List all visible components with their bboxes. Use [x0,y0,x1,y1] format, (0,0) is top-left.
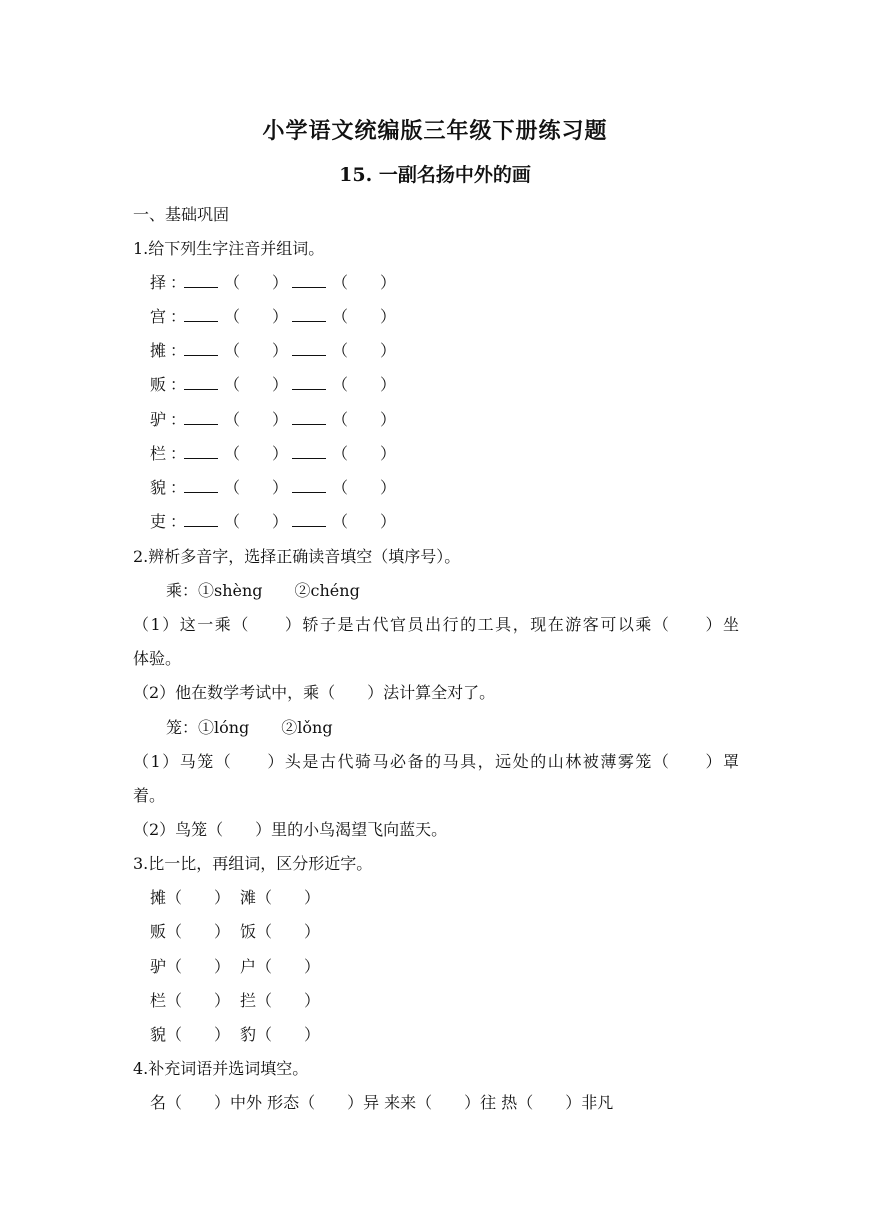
q1-colon: ： [170,307,187,326]
q1-row [150,374,397,396]
q3-row [150,956,321,978]
word-blank[interactable]: （ ） [256,888,321,907]
q1-prompt: 1.给下列生字注音并组词。 [133,239,325,258]
pinyin-blank[interactable] [184,410,218,425]
pinyin-blank[interactable] [292,375,326,390]
q1-character: 摊 [150,341,167,360]
pinyin-blank[interactable] [292,307,326,322]
page-title: 小学语文统编版三年级下册练习题 [262,118,608,144]
q1-character: 驴 [150,410,167,429]
q1-colon: ： [170,444,187,463]
word-blank[interactable]: （ ） [166,1025,231,1044]
q1-row [150,443,397,465]
pinyin-blank[interactable] [184,375,218,390]
word-blank[interactable]: （ ） [332,444,397,463]
word-blank[interactable]: （ ） [332,375,397,394]
q2-long-sentence-1: （1）马笼（ ）头是古代骑马必备的马具，远处的山林被薄雾笼（ ）罩 [133,752,739,771]
q2-long-sentence-2: （2）鸟笼（ ）里的小鸟渴望飞向蓝天。 [133,820,448,839]
pinyin-blank[interactable] [292,273,326,288]
pinyin-blank[interactable] [292,410,326,425]
section-heading: 一、基础巩固 [133,205,230,224]
q3-character-a: 驴 [150,957,167,976]
q3-character-a: 摊 [150,888,167,907]
q3-row [150,887,321,909]
q3-row [150,990,321,1012]
word-blank[interactable]: （ ） [256,1025,321,1044]
word-blank[interactable]: （ ） [224,307,289,326]
word-blank[interactable]: （ ） [224,375,289,394]
q1-row [150,409,397,431]
q2-cheng-sentence-1: （1）这一乘（ ）轿子是古代官员出行的工具，现在游客可以乘（ ）坐 [133,615,739,634]
pinyin-blank[interactable] [184,512,218,527]
word-blank[interactable]: （ ） [224,341,289,360]
word-blank[interactable]: （ ） [256,922,321,941]
q1-character: 宫 [150,307,167,326]
lesson-title: 15. 一副名扬中外的画 [339,164,531,186]
q1-character: 吏 [150,512,167,531]
pinyin-blank[interactable] [184,341,218,356]
q1-character: 贩 [150,375,167,394]
word-blank[interactable]: （ ） [166,888,231,907]
word-blank[interactable]: （ ） [166,957,231,976]
word-blank[interactable]: （ ） [332,273,397,292]
q3-prompt: 3.比一比，再组词，区分形近字。 [133,854,373,873]
pinyin-blank[interactable] [292,444,326,459]
q1-row [150,340,397,362]
word-blank[interactable]: （ ） [256,991,321,1010]
q1-colon: ： [170,512,187,531]
word-blank[interactable]: （ ） [256,957,321,976]
word-blank[interactable]: （ ） [166,922,231,941]
q1-colon: ： [170,273,187,292]
q1-character: 择 [150,273,167,292]
q1-colon: ： [170,375,187,394]
q3-character-a: 贩 [150,922,167,941]
q3-character-a: 栏 [150,991,167,1010]
pinyin-blank[interactable] [292,512,326,527]
word-blank[interactable]: （ ） [166,991,231,1010]
q1-row [150,511,397,533]
pinyin-blank[interactable] [184,478,218,493]
q1-colon: ： [170,341,187,360]
q2-cheng-sentence-1-cont: 体验。 [133,649,182,668]
q2-cheng-sentence-2: （2）他在数学考试中，乘（ ）法计算全对了。 [133,683,496,702]
q3-character-b: 户 [240,957,257,976]
q3-character-b: 豹 [240,1025,257,1044]
word-blank[interactable]: （ ） [224,478,289,497]
word-blank[interactable]: （ ） [224,512,289,531]
pinyin-blank[interactable] [184,307,218,322]
q1-row [150,272,397,294]
q4-prompt: 4.补充词语并选词填空。 [133,1059,309,1078]
pinyin-blank[interactable] [292,341,326,356]
q2-long-sentence-1-cont: 着。 [133,786,166,805]
word-blank[interactable]: （ ） [332,410,397,429]
word-blank[interactable]: （ ） [224,444,289,463]
pinyin-blank[interactable] [184,444,218,459]
word-blank[interactable]: （ ） [224,410,289,429]
pinyin-blank[interactable] [292,478,326,493]
q2-cheng-options: 乘：①shèng ②chéng [166,581,360,600]
q1-row [150,477,397,499]
word-blank[interactable]: （ ） [332,307,397,326]
q1-colon: ： [170,410,187,429]
q3-row [150,1024,321,1046]
q1-colon: ： [170,478,187,497]
pinyin-blank[interactable] [184,273,218,288]
q2-prompt: 2.辨析多音字，选择正确读音填空（填序号）。 [133,547,461,566]
q2-long-options: 笼：①lóng ②lǒng [166,718,333,737]
q3-character-b: 拦 [240,991,257,1010]
word-blank[interactable]: （ ） [224,273,289,292]
q1-row [150,306,397,328]
q4-word-list: 名（ ）中外 形态（ ）异 来来（ ）往 热（ ）非凡 [150,1093,614,1112]
q1-character: 栏 [150,444,167,463]
word-blank[interactable]: （ ） [332,478,397,497]
word-blank[interactable]: （ ） [332,341,397,360]
q3-row [150,921,321,943]
q3-character-a: 貌 [150,1025,167,1044]
q1-character: 貌 [150,478,167,497]
q3-character-b: 滩 [240,888,257,907]
word-blank[interactable]: （ ） [332,512,397,531]
q3-character-b: 饭 [240,922,257,941]
